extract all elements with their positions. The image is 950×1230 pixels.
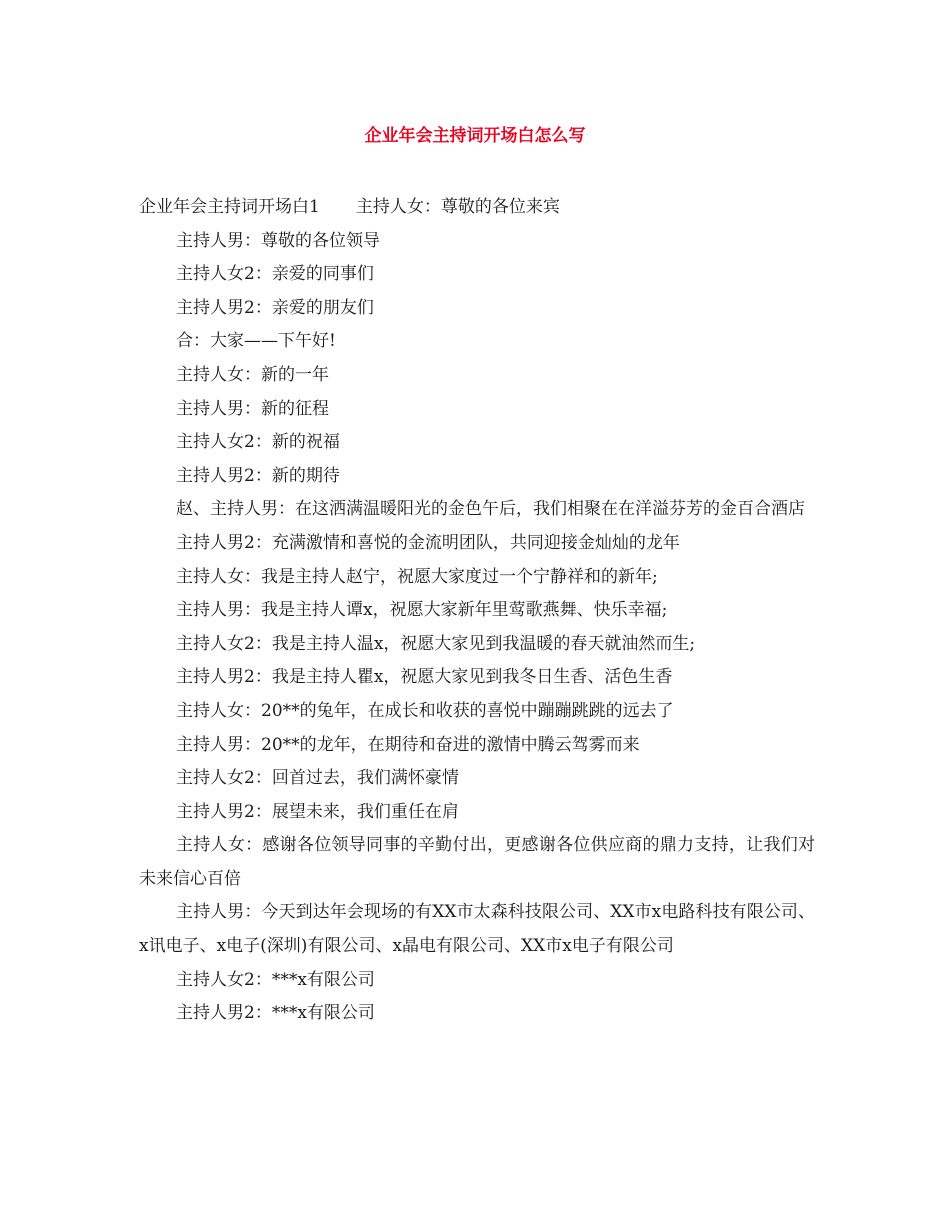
first-line-text: 主持人女：尊敬的各位来宾 — [355, 197, 560, 217]
document-title: 企业年会主持词开场白怎么写 — [364, 126, 586, 146]
dialogue-line: 主持人男：20**的龙年，在期待和奋进的激情中腾云驾雾而来 — [176, 734, 640, 755]
dialogue-line: 主持人男2：***x有限公司 — [176, 1003, 375, 1024]
dialogue-line: 主持人男：新的征程 — [176, 398, 329, 419]
dialogue-line: 主持人男：尊敬的各位领导 — [176, 230, 380, 251]
dialogue-line: 主持人女：20**的兔年，在成长和收获的喜悦中蹦蹦跳跳的远去了 — [176, 700, 674, 721]
first-line — [139, 191, 815, 225]
dialogue-paragraph: 赵、主持人男：在这洒满温暖阳光的金色午后，我们相聚在在洋溢芬芳的金百合酒店 — [176, 499, 805, 520]
section-heading: 企业年会主持词开场白1 — [139, 197, 320, 217]
dialogue-line: 主持人女2：***x有限公司 — [176, 969, 375, 990]
dialogue-line: 主持人女：我是主持人赵宁，祝愿大家度过一个宁静祥和的新年; — [176, 566, 658, 587]
dialogue-line: 合：大家——下午好! — [176, 331, 336, 352]
dialogue-line: 主持人女2：回首过去，我们满怀豪情 — [176, 768, 459, 789]
dialogue-line: 主持人女2：新的祝福 — [176, 432, 340, 453]
dialogue-line: 主持人男2：我是主持人瞿x，祝愿大家见到我冬日生香、活色生香 — [176, 667, 673, 688]
dialogue-line: 主持人男2：展望未来，我们重任在肩 — [176, 801, 459, 822]
dialogue-line: 主持人男2：充满激情和喜悦的金流明团队，共同迎接金灿灿的龙年 — [176, 532, 680, 553]
dialogue-paragraph: 主持人男：今天到达年会现场的有XX市太森科技限公司、XX市x电路科技有限公司、x讯电子、x电子(深圳)有限公司、x晶电有限公司、XX市x电子有限公司 — [139, 902, 815, 957]
dialogue-line: 主持人女2：我是主持人温x，祝愿大家见到我温暖的春天就油然而生; — [176, 633, 696, 654]
dialogue-line: 主持人男2：亲爱的朋友们 — [176, 297, 374, 318]
dialogue-line: 主持人男：我是主持人谭x，祝愿大家新年里莺歌燕舞、快乐幸福; — [176, 600, 668, 621]
dialogue-line: 主持人男2：新的期待 — [176, 465, 340, 486]
dialogue-line: 主持人女：新的一年 — [176, 364, 329, 385]
document-body — [139, 191, 815, 1031]
dialogue-paragraph: 主持人女：感谢各位领导同事的辛勤付出，更感谢各位供应商的鼎力支持，让我们对未来信心百倍 — [139, 835, 815, 889]
dialogue-line: 主持人女2：亲爱的同事们 — [176, 264, 374, 285]
